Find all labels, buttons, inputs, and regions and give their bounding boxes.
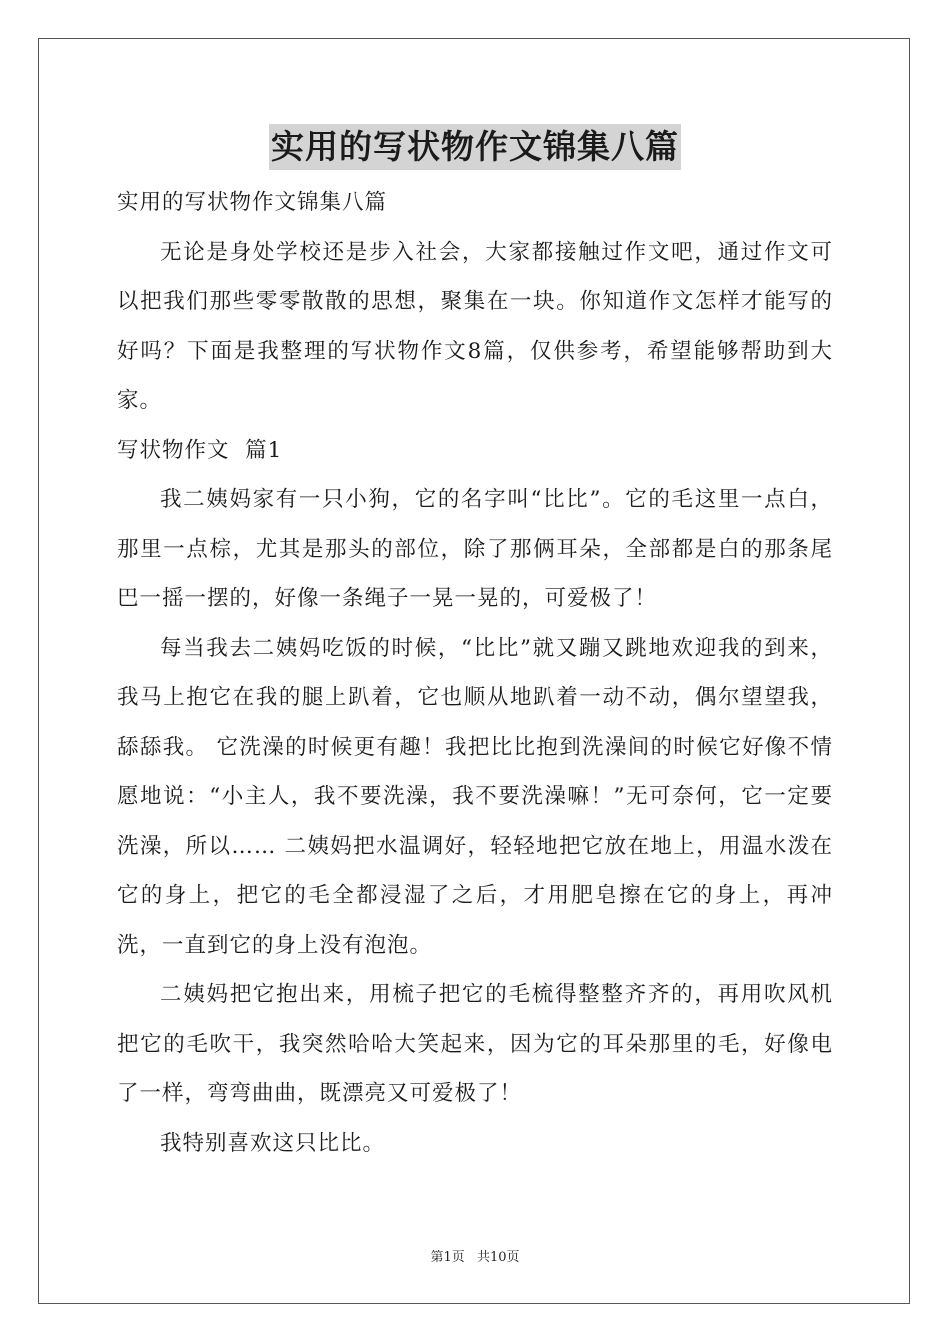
page-total: 共10页: [476, 1250, 520, 1265]
page-footer: [0, 1246, 950, 1265]
page-number: 第1页: [430, 1250, 465, 1265]
document-title: 实用的写状物作文锦集八篇: [269, 124, 681, 170]
paragraph: 无论是身处学校还是步入社会，大家都接触过作文吧，通过作文可以把我们那些零零散散的思想，聚集在一块。你知道作文怎样才能写的好吗？下面是我整理的写状物作文8篇，仅供参考，希望能够帮助到大家。: [117, 239, 833, 413]
document-body: [117, 178, 833, 1168]
title-container: [0, 124, 950, 170]
paragraph: 我二姨妈家有一只小狗，它的名字叫“比比”。它的毛这里一点白，那里一点棕，尤其是那头的部位，除了那俩耳朵，全部都是白的那条尾巴一摇一摆的，好像一条绳子一晃一晃的，可爱极了！: [117, 487, 833, 611]
section-heading: 写状物作文 篇1: [117, 437, 283, 463]
paragraph: 我特别喜欢这只比比。: [160, 1130, 386, 1156]
paragraph: 二姨妈把它抱出来，用梳子把它的毛梳得整整齐齐的，再用吹风机把它的毛吹干，我突然哈哈大笑起来，因为它的耳朵那里的毛，好像电了一样，弯弯曲曲，既漂亮又可爱极了！: [117, 982, 833, 1106]
paragraph: 每当我去二姨妈吃饭的时候，“比比”就又蹦又跳地欢迎我的到来，我马上抱它在我的腿上趴着，它也顺从地趴着一动不动，偶尔望望我，舔舔我。 它洗澡的时候更有趣！我把比比抱到洗澡间的时候它好像不情愿地说：“小主人，我不要洗澡，我不要洗澡嘛！”无可奈何，它一定要洗澡，所以…… 二姨妈把水温调好，轻轻地把它放在地上，用温水泼在它的身上，把它的毛全都浸湿了之后，才用肥皂擦在它的身上，再冲洗，一直到它的身上没有泡泡。: [117, 635, 833, 958]
paragraph: 实用的写状物作文锦集八篇: [117, 190, 388, 215]
